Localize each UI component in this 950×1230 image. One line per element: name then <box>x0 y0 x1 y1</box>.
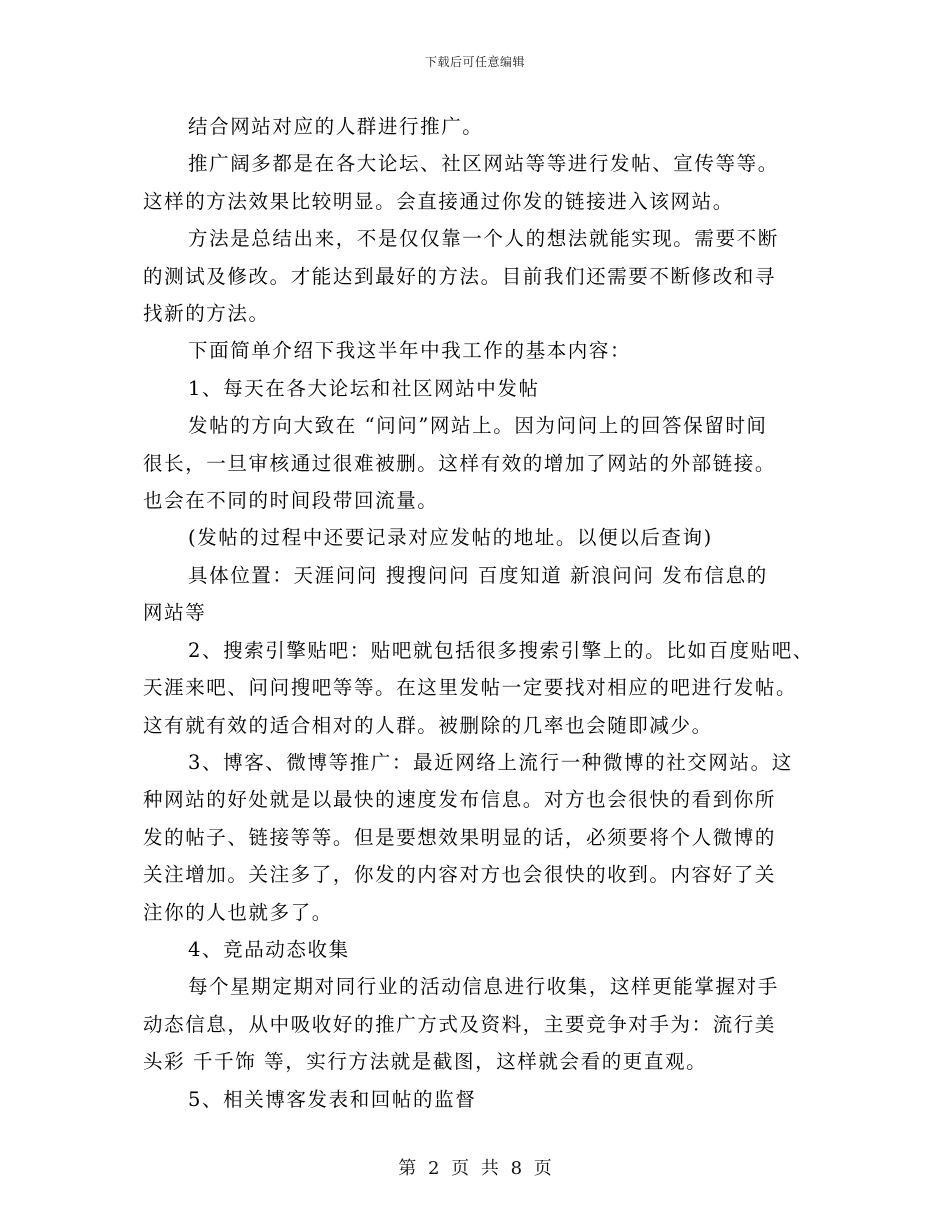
paragraph-line: 结合网站对应的人群进行推广。 <box>188 115 484 138</box>
paragraph-line: 动态信息，从中吸收好的推广方式及资料，主要竞争对手为：流行美 <box>143 1012 777 1036</box>
paragraph-line: 下面简单介绍下我这半年中我工作的基本内容： <box>188 339 632 363</box>
paragraph-line: 5、相关博客发表和回帖的监督 <box>188 1087 477 1111</box>
paragraph-line: 这样的方法效果比较明显。会直接通过你发的链接进入该网站。 <box>143 189 734 213</box>
paragraph-line: 3、博客、微博等推广：最近网络上流行一种微博的社交网站。这 <box>188 750 793 774</box>
paragraph-line: 2、搜索引擎贴吧：贴吧就包括很多搜索引擎上的。比如百度贴吧、 <box>188 638 814 662</box>
page-header: 下载后可任意编辑 <box>424 55 525 69</box>
paragraph-line: 网站等 <box>143 601 207 625</box>
paragraph-line: 每个星期定期对同行业的活动信息进行收集，这样更能掌握对手 <box>188 975 779 999</box>
document-body <box>143 108 823 1118</box>
page-number-footer: 第 2 页 共 8 页 <box>398 1158 552 1179</box>
paragraph-line: 的测试及修改。才能达到最好的方法。目前我们还需要不断修改和寻 <box>143 264 777 288</box>
paragraph-line: 1、每天在各大论坛和社区网站中发帖 <box>188 376 540 400</box>
paragraph-line: 也会在不同的时间段带回流量。 <box>143 489 439 513</box>
paragraph-line: 头彩 千千饰 等，实行方法就是截图，这样就会看的更直观。 <box>143 1050 708 1074</box>
paragraph-line: 发帖的方向大致在 “问问”网站上。因为问问上的回答保留时间 <box>188 414 768 438</box>
paragraph-line: 关注增加。关注多了，你发的内容对方也会很快的收到。内容好了关 <box>143 863 777 887</box>
paragraph-line: 推广阔多都是在各大论坛、社区网站等等进行发帖、宣传等等。 <box>188 152 779 176</box>
paragraph-line: (发帖的过程中还要记录对应发帖的地址。以便以后查询) <box>188 526 713 550</box>
paragraph-line: 很长，一旦审核通过很难被删。这样有效的增加了网站的外部链接。 <box>143 451 777 475</box>
paragraph-line: 具体位置：天涯问问 搜搜问问 百度知道 新浪问问 发布信息的 <box>188 563 768 587</box>
paragraph-line: 4、竞品动态收集 <box>188 937 350 961</box>
paragraph-line: 种网站的好处就是以最快的速度发布信息。对方也会很快的看到你所 <box>143 788 777 812</box>
paragraph-line: 找新的方法。 <box>143 302 270 326</box>
paragraph-line: 发的帖子、链接等等。但是要想效果明显的话，必须要将个人微博的 <box>143 825 777 849</box>
paragraph-line: 注你的人也就多了。 <box>143 900 333 924</box>
paragraph-line: 方法是总结出来，不是仅仅靠一个人的想法就能实现。需要不断 <box>188 227 779 251</box>
paragraph-line: 天涯来吧、问问搜吧等等。在这里发帖一定要找对相应的吧进行发帖。 <box>143 676 798 700</box>
paragraph-line: 这有就有效的适合相对的人群。被删除的几率也会随即减少。 <box>143 713 713 737</box>
